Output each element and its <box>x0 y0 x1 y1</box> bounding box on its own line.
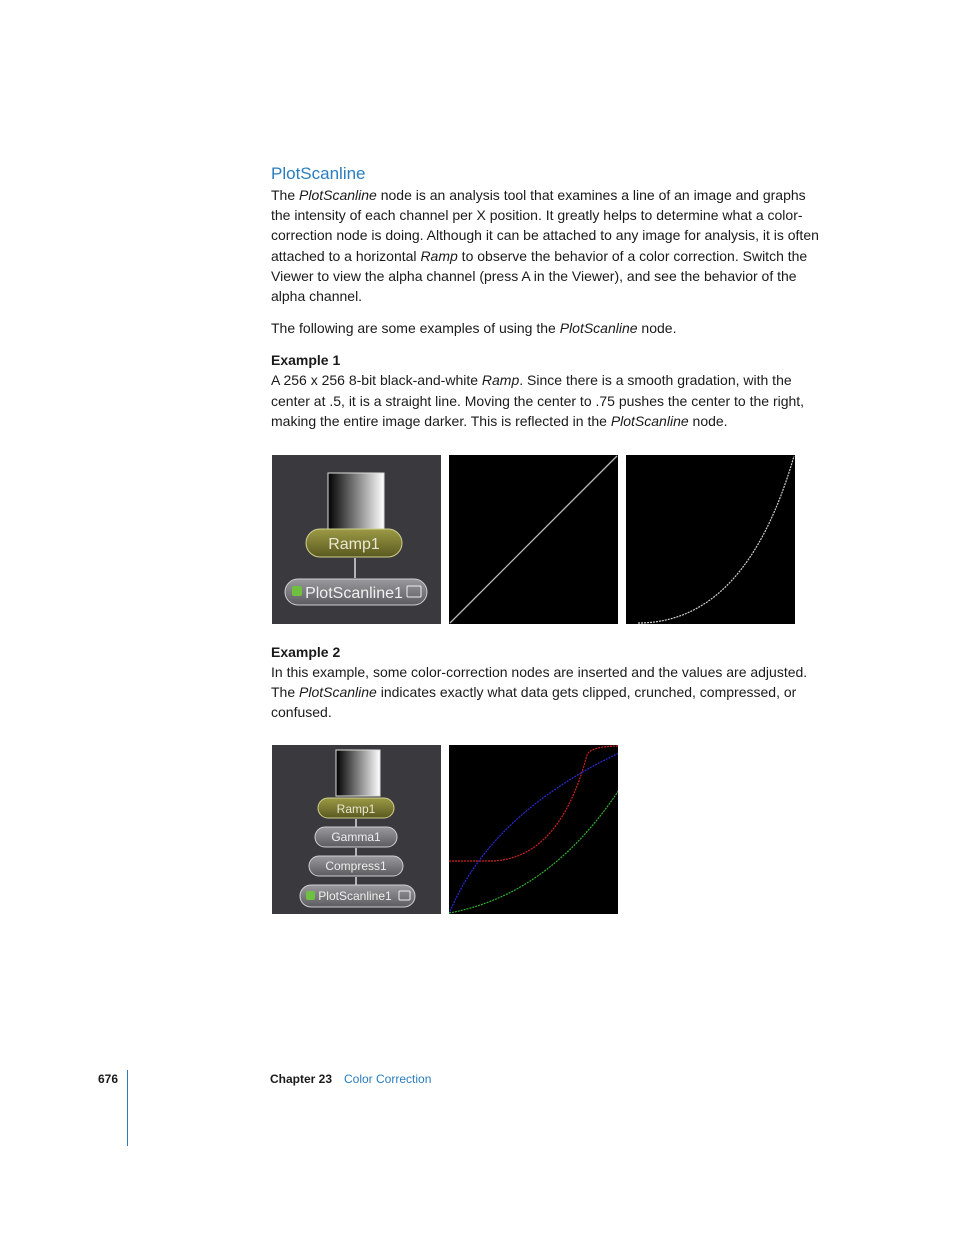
example2-paragraph <box>271 662 827 723</box>
plotscanline-node-label: PlotScanline1 <box>305 585 403 602</box>
node-name: PlotScanline <box>299 684 377 701</box>
ramp-thumbnail <box>328 473 384 531</box>
ramp-darker-curve <box>638 456 794 623</box>
intro-paragraph <box>271 185 827 306</box>
ramp-node-label: Ramp1 <box>336 802 376 816</box>
text-run: node is an analysis tool that examines a line of an image and graphs the intensity of each channel per X position. It greatly helps to determine what a color-correction node is doing. Although it can be attached to any image for analysis, it is often attached to a horizontal <box>271 187 819 264</box>
example1-heading: Example 1 <box>271 352 341 369</box>
article-body <box>271 163 827 431</box>
page-number: 676 <box>98 1072 119 1086</box>
text-run: node. <box>688 412 728 429</box>
node-name: Ramp <box>420 247 458 264</box>
section-title: PlotScanline <box>271 164 366 183</box>
gamma-node-label: Gamma1 <box>331 830 381 844</box>
plotscanline-node-label: PlotScanline1 <box>318 889 392 903</box>
text-run: In this example, some color-correction nodes are inserted and the values are adjusted. The <box>271 664 808 701</box>
example1-figures <box>272 455 795 624</box>
node-name: PlotScanline <box>299 187 377 203</box>
text-run: node. <box>637 320 677 337</box>
node-tree-image <box>272 745 441 914</box>
example2-heading: Example 2 <box>271 644 341 660</box>
chapter-label: Chapter 23 <box>270 1072 333 1086</box>
text-run: . Since there is a smooth gradation, with the center at .5, it is a straight line. Moving the center to .75 pushes the center to the right, making the entire image darker. This is reflected in the <box>271 372 805 429</box>
darker-ramp-plot <box>626 455 795 624</box>
text-run: indicates exactly what data gets clipped, crunched, compressed, or confused. <box>271 684 797 721</box>
red-channel-curve <box>449 746 618 861</box>
compress-node-label: Compress1 <box>325 859 387 873</box>
example2-block <box>271 642 827 723</box>
text-run: The following are some examples of using the <box>271 320 560 337</box>
node-name: PlotScanline <box>610 412 689 429</box>
linear-plot <box>449 455 618 624</box>
blue-channel-curve <box>449 753 618 914</box>
examples-intro-paragraph <box>271 318 827 338</box>
ramp-linear-curve <box>450 456 617 623</box>
example1-paragraph <box>271 370 827 431</box>
node-name: Ramp <box>481 372 520 389</box>
text-run: to observe the behavior of a color correction. Switch the Viewer to view the alpha channel (press A in the Viewer), and see the behavior of the alpha channel. <box>271 247 808 305</box>
footer-rule <box>127 1070 128 1146</box>
node-tree-image <box>272 455 441 624</box>
node-name: PlotScanline <box>559 320 638 337</box>
ramp-node-label: Ramp1 <box>328 536 380 553</box>
text-run: The <box>271 187 300 203</box>
chapter-title-link[interactable]: Color Correction <box>344 1072 432 1086</box>
rgb-plot <box>449 745 618 914</box>
node-status-icon <box>306 891 315 900</box>
green-channel-curve <box>449 790 618 913</box>
ramp-thumbnail <box>336 750 380 796</box>
node-status-icon <box>292 586 302 596</box>
text-run: A 256 x 256 8-bit black-and-white <box>271 372 482 389</box>
example2-figures <box>272 745 618 914</box>
